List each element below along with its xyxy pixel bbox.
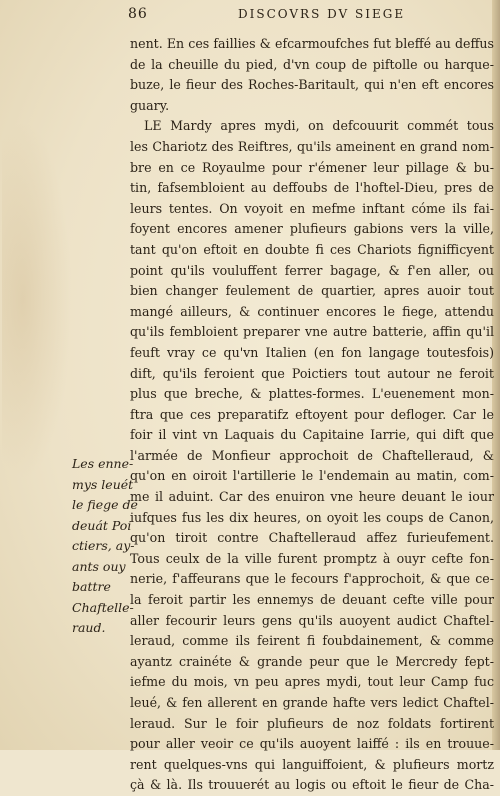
text-line: iefme du mois, vn peu apres mydi, tout leur Camp fuc <box>130 674 494 690</box>
text-line: nerie, f'affeurans que le fecours f'approchoit, & que ce- <box>130 571 494 587</box>
text-line: feuft vray ce qu'vn Italien (en fon langage toutesfois) <box>130 344 494 360</box>
text-line: LE Mardy apres mydi, on defcouurit commét tous <box>144 118 494 134</box>
text-line: me il aduint. Car des enuiron vne heure deuant le iour <box>130 489 494 505</box>
text-line: qu'ils fembloient preparer vne autre batterie, affin qu'il <box>130 324 494 340</box>
text-line: leraud, comme ils feirent fi foubdainement, & comme <box>130 633 494 649</box>
text-line: nent. En ces faillies & efcarmoufches fut bleffé au deffus <box>130 36 494 51</box>
text-line: ayantz crainéte & grande peur que le Mercredy fept- <box>130 653 494 669</box>
text-line: la feroit partir les ennemys de deuant cefte ville pour <box>130 592 494 608</box>
text-line: rent quelques-vns qui languiffoient, & plufieurs mortz <box>130 756 494 772</box>
text-line: foir il vint vn Laquais du Capitaine Iarrie, qui dift que <box>130 427 494 443</box>
margin-note-line: deuát Poi <box>72 517 132 533</box>
text-line: leurs tentes. On voyoit en mefme inftant cóme ils fai- <box>130 200 494 216</box>
text-line: de la cheuille du pied, d'vn coup de piftolle ou harque- <box>130 56 494 72</box>
margin-note-line: ctiers, ay- <box>72 538 135 553</box>
text-line: dift, qu'ils feroient que Poictiers tout autour ne feroit <box>130 365 494 381</box>
margin-note-line: ants ouy <box>72 558 126 574</box>
margin-note-line: raud. <box>72 620 106 635</box>
running-title: DISCOVRS DV SIEGE <box>238 7 406 21</box>
margin-note-line: Chaftelle- <box>72 599 134 615</box>
text-line: qu'on tiroit contre Chaftelleraud affez furieufement. <box>130 530 494 546</box>
text-line: l'armée de Monfieur approchoit de Chaftelleraud, & <box>130 447 494 463</box>
page-header <box>128 6 486 26</box>
text-line: ftra que ces preparatifz eftoyent pour defloger. Car le <box>130 406 494 422</box>
text-line: tin, fafsembloient au deffoubs de l'hoftel-Dieu, pres de <box>130 180 494 196</box>
text-line: bre en ce Royaulme pour r'émener leur pillage & bu- <box>130 159 494 175</box>
text-line: bien changer feulement de quartier, apres auoir tout <box>130 283 494 299</box>
text-line: tant qu'on eftoit en doubte fi ces Chariots fignifficyent <box>130 241 494 257</box>
margin-note <box>72 454 138 639</box>
page-number: 86 <box>128 6 148 22</box>
text-line: qu'on en oiroit l'artillerie le l'endemain au matin, com- <box>130 468 494 484</box>
text-line: çà & là. Ils trouuerét au logis ou eftoit le fieur de Cha- <box>130 777 494 793</box>
text-line: guary. <box>130 97 170 113</box>
margin-note-line: le fiege de <box>72 497 138 512</box>
text-line: leué, & fen allerent en grande hafte vers ledict Chaftel- <box>130 695 494 710</box>
body-text <box>130 34 494 796</box>
paper-stain <box>2 120 72 480</box>
text-line: pour aller veoir ce qu'ils auoyent laiffé : ils en trouue- <box>130 736 494 752</box>
margin-note-line: battre <box>72 579 111 594</box>
margin-note-line: mys leuét <box>72 476 134 492</box>
text-line: mangé ailleurs, & continuer encores le fiege, attendu <box>130 303 494 319</box>
text-line: aller fecourir leurs gens qu'ils auoyent audict Chaftel- <box>130 612 494 628</box>
text-line: Tous ceulx de la ville furent promptz à ouyr cefte fon- <box>130 550 494 566</box>
text-line: buze, le fieur des Roches-Baritault, qui n'en eft encores <box>130 77 494 93</box>
text-line: leraud. Sur le foir plufieurs de noz foldats fortirent <box>130 715 494 731</box>
text-line: plus que breche, & plattes-formes. L'euenement mon- <box>130 386 494 402</box>
text-line: les Chariotz des Reiftres, qu'ils ameinent en grand nom- <box>130 138 494 154</box>
text-line: foyent encores amener plufieurs gabions vers la ville, <box>130 221 494 237</box>
text-line: point qu'ils vouluffent ferrer bagage, & f'en aller, ou <box>130 262 494 278</box>
margin-note-line: Les enne- <box>72 456 134 471</box>
text-line: iufques fus les dix heures, on oyoit les coups de Canon, <box>130 509 494 525</box>
